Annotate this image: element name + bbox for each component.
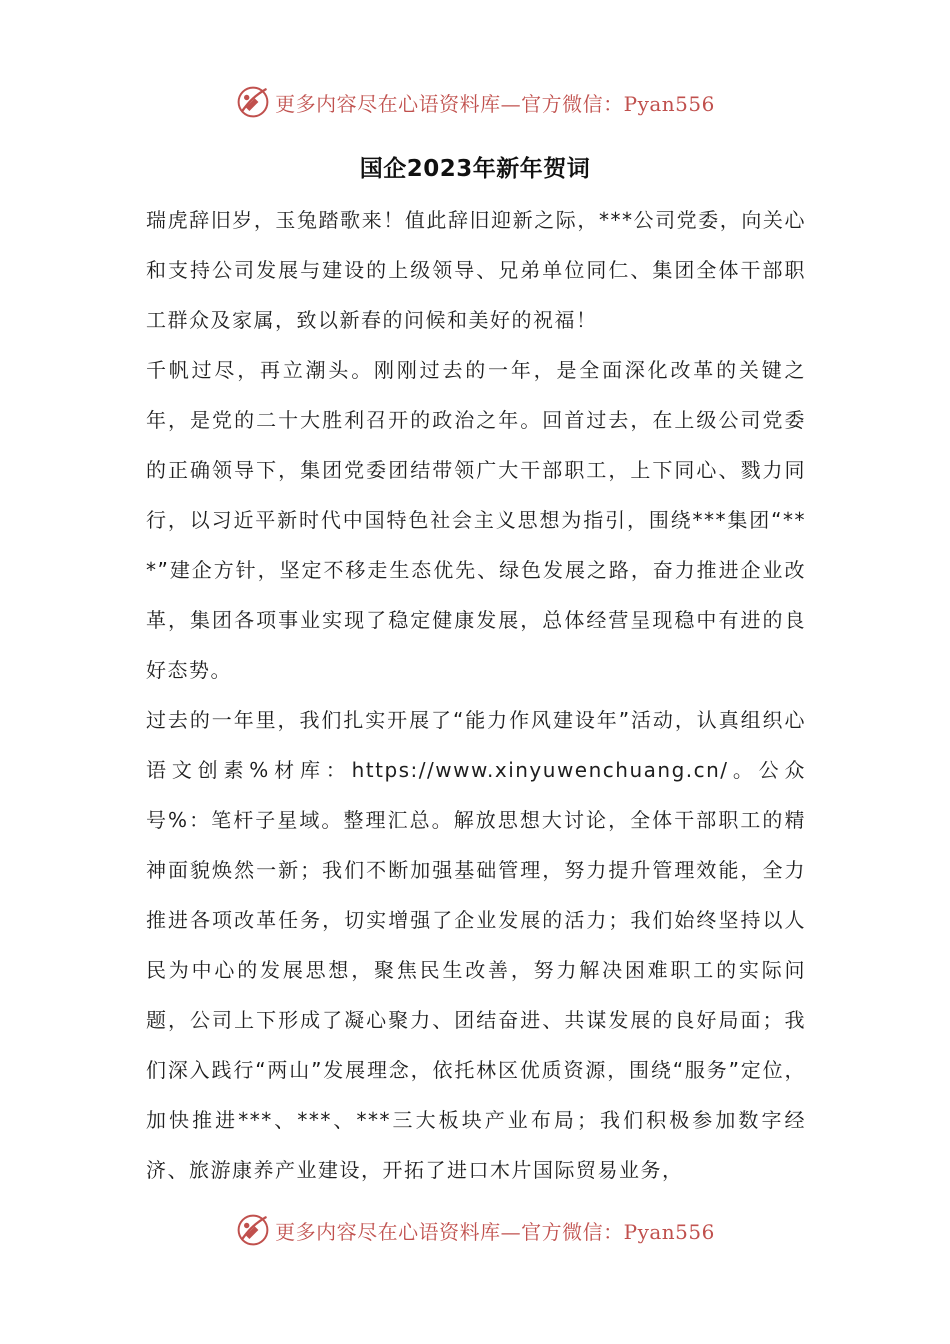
document-body	[146, 195, 806, 1195]
footer-banner-text: 更多内容尽在心语资料库—官方微信：Pyan556	[275, 1219, 715, 1244]
document-title: 国企2023年新年贺词	[359, 156, 591, 182]
paragraph-1: 瑞虎辞旧岁，玉兔踏歌来！值此辞旧迎新之际，***公司党委，向关心和支持公司发展与建设的上级领导、兄弟单位同仁、集团全体干部职工群众及家属，致以新春的问候和美好的祝福！	[146, 208, 806, 332]
pen-logo-icon	[235, 1212, 271, 1248]
header-banner	[0, 80, 950, 124]
pen-logo-icon	[235, 84, 271, 120]
footer-banner	[0, 1208, 950, 1252]
paragraph-3: 过去的一年里，我们扎实开展了“能力作风建设年”活动，认真组织心语文创素%材库：https://www.xinyuwenchuang.cn/。公众号%：笔杆子星域。整理汇总。解放思想大讨论，全体干部职工的精神面貌焕然一新；我们不断加强基础管理，努力提升管理效能，全力推进各项改革任务，切实增强了企业发展的活力；我们始终坚持以人民为中心的发展思想，聚焦民生改善，努力解决困难职工的实际问题，公司上下形成了凝心聚力、团结奋进、共谋发展的良好局面；我们深入践行“两山”发展理念，依托林区优质资源，围绕“服务”定位，加快推进***、***、***三大板块产业布局；我们积极参加数字经济、旅游康养产业建设，开拓了进口木片国际贸易业务，	[146, 708, 806, 1182]
header-banner-text: 更多内容尽在心语资料库—官方微信：Pyan556	[275, 91, 715, 116]
paragraph-2: 千帆过尽，再立潮头。刚刚过去的一年，是全面深化改革的关键之年，是党的二十大胜利召开的政治之年。回首过去，在上级公司党委的正确领导下，集团党委团结带领广大干部职工，上下同心、戮力同行，以习近平新时代中国特色社会主义思想为指引，围绕***集团“***”建企方针，坚定不移走生态优先、绿色发展之路，奋力推进企业改革，集团各项事业实现了稳定健康发展，总体经营呈现稳中有进的良好态势。	[146, 358, 806, 682]
